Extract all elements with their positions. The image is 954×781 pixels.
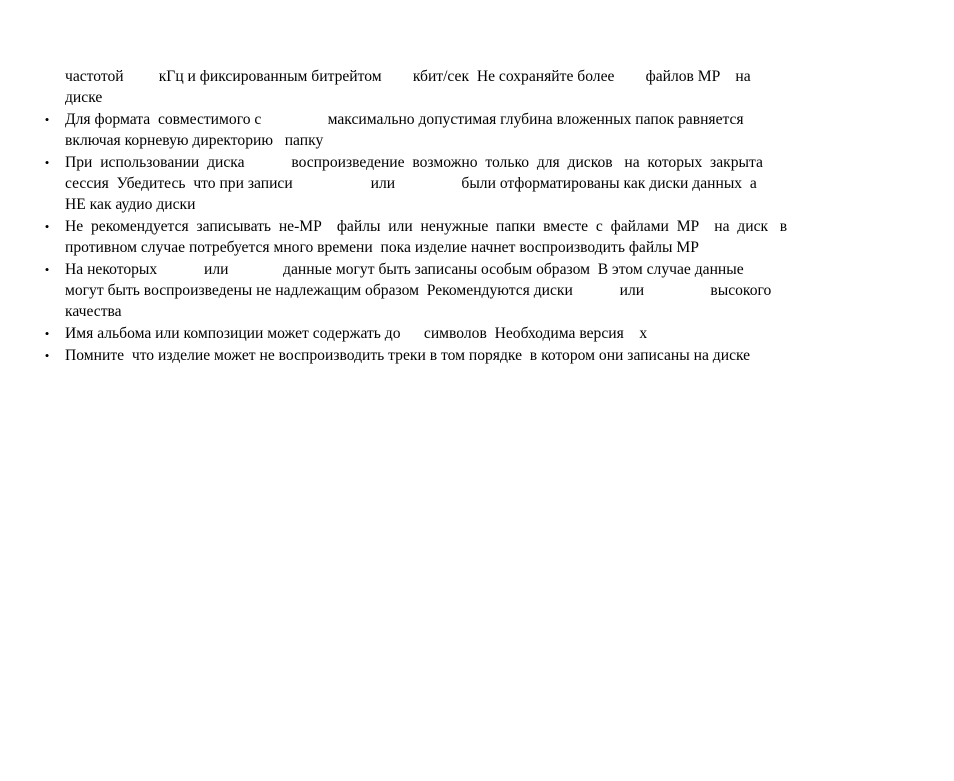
bullet-icon: •: [44, 219, 50, 234]
bullet-icon: •: [44, 155, 50, 170]
text-line: диске: [65, 89, 103, 106]
text-line: качества: [65, 303, 122, 320]
text-line: НЕ как аудио диски: [65, 196, 196, 213]
text-line: При использовании диска воспроизведение возможно только для дисков на которых закрыта: [65, 154, 763, 171]
text-line: включая корневую директорию папку: [65, 132, 324, 149]
bullet-icon: •: [44, 326, 50, 341]
text-line: могут быть воспроизведены не надлежащим образом Рекомендуются диски или высокого: [65, 282, 772, 299]
bullet-icon: •: [44, 262, 50, 277]
text-line: Для формата совместимого с максимально допустимая глубина вложенных папок равняется: [65, 111, 744, 128]
bullet-icon: •: [44, 348, 50, 363]
bullet-icon: •: [44, 112, 50, 127]
text-line: сессия Убедитесь что при записи или были отформатированы как диски данных а: [65, 175, 757, 192]
text-line: Имя альбома или композиции может содержать до символов Необходима версия x: [65, 325, 648, 342]
text-line: Не рекомендуется записывать не-MP файлы или ненужные папки вместе с файлами MP на диск в: [65, 218, 788, 235]
text-line: противном случае потребуется много времени пока изделие начнет воспроизводить файлы MP: [65, 239, 699, 256]
text-line: На некоторых или данные могут быть записаны особым образом В этом случае данные: [65, 261, 744, 278]
text-line: Помните что изделие может не воспроизводить треки в том порядке в котором они записаны на диске: [65, 347, 751, 364]
text-line: частотой кГц и фиксированным битрейтом кбит/сек Не сохраняйте более файлов MP на: [65, 68, 751, 85]
